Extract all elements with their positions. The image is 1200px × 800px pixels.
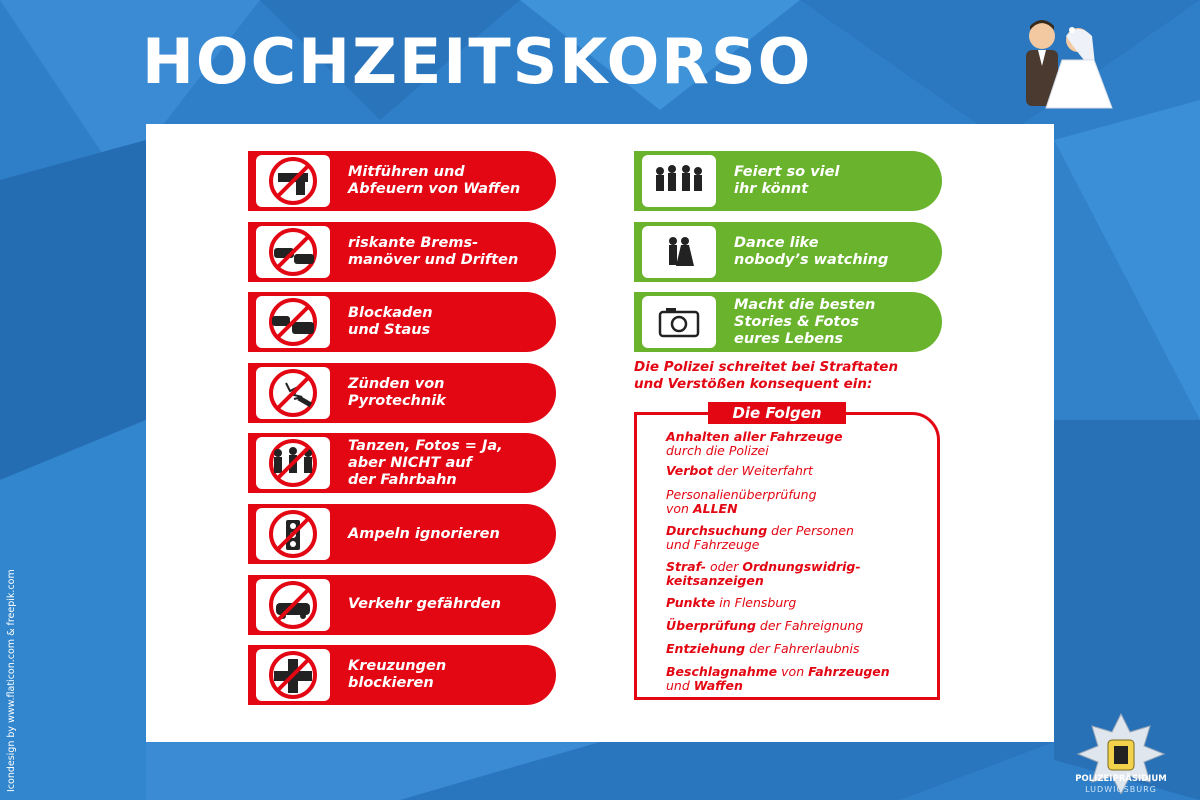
item-label-line: Abfeuern von Waffen	[348, 181, 521, 197]
consequence-bold-text: Anhalten aller Fahrzeuge	[666, 429, 843, 444]
item-label-line: riskante Brems-	[348, 234, 479, 251]
item-label-line: der Fahrbahn	[348, 471, 457, 488]
consequence-text: und	[666, 678, 694, 693]
consequence-item	[666, 488, 934, 516]
item-label-line: nobody’s watching	[734, 251, 889, 268]
item-label-line: Pyrotechnik	[348, 392, 446, 409]
consequence-bold-text: ALLEN	[692, 501, 738, 516]
item-label	[348, 222, 548, 282]
item-label	[348, 575, 548, 635]
consequence-text: Personalienüberprüfung	[666, 487, 817, 502]
no-blockade-icon	[256, 296, 330, 348]
consequence-text: der Weiterfahrt	[712, 463, 813, 478]
prohibition-item	[248, 363, 556, 423]
item-label	[348, 363, 548, 423]
consequence-bold-text: Überprüfung	[666, 618, 756, 633]
item-label-line: Mitführen und	[348, 164, 465, 180]
consequence-text: von	[777, 664, 809, 679]
consequence-bold-text: Verbot	[666, 463, 713, 478]
consequence-bold-text: keitsanzeigen	[666, 573, 764, 588]
item-label-line: Dance like	[734, 234, 819, 251]
prohibition-item	[248, 292, 556, 352]
consequence-bold-text: Entziehung	[666, 641, 746, 656]
item-label-line: ihr könnt	[734, 181, 809, 197]
consequence-item	[666, 464, 934, 478]
badge-line-1: POLIZEIPRÄSIDIUM	[1075, 774, 1167, 784]
consequence-item	[666, 619, 934, 633]
consequence-item	[666, 642, 934, 656]
consequence-bold-text: Waffen	[693, 678, 743, 693]
consequence-text: von	[666, 501, 693, 516]
consequence-text: durch die Polizei	[666, 443, 769, 458]
consequence-item	[666, 524, 934, 552]
item-label	[734, 151, 934, 211]
item-label-line: Feiert so viel	[734, 164, 840, 180]
notice-line: und Verstößen konsequent ein:	[634, 376, 873, 392]
consequences-title: Die Folgen	[708, 402, 846, 424]
item-label	[348, 433, 548, 493]
consequence-text: und Fahrzeuge	[666, 537, 760, 552]
wedding-couple-icon	[1008, 14, 1128, 110]
prohibition-item	[248, 151, 556, 211]
prohibition-item	[248, 645, 556, 705]
item-label-line: Zünden von	[348, 375, 445, 392]
prohibition-item	[248, 504, 556, 564]
consequence-item	[666, 596, 934, 610]
no-pyrotechnics-icon	[256, 367, 330, 419]
item-label	[348, 504, 548, 564]
consequence-bold-text: Punkte	[666, 595, 716, 610]
consequence-text: der Personen	[767, 523, 854, 538]
camera-icon	[642, 296, 716, 348]
encouragement-item	[634, 151, 942, 211]
prohibition-item	[248, 575, 556, 635]
consequence-text: der Fahrerlaubnis	[745, 641, 860, 656]
badge-line-2: LUDWIGSBURG	[1085, 785, 1157, 794]
no-traffic-light-ignoring-icon	[256, 508, 330, 560]
no-drifting-icon	[256, 226, 330, 278]
item-label-line: aber NICHT auf	[348, 454, 472, 471]
no-blocking-intersection-icon	[256, 649, 330, 701]
encouragement-item	[634, 222, 942, 282]
item-label	[348, 645, 548, 705]
consequence-text: in Flensburg	[715, 595, 797, 610]
consequence-item	[666, 560, 934, 588]
page-title: HOCHZEITSKORSO	[142, 25, 813, 98]
item-label-line: Ampeln ignorieren	[348, 525, 500, 542]
consequence-bold-text: Fahrzeugen	[808, 664, 890, 679]
item-label-line: Stories & Fotos	[734, 313, 859, 330]
consequence-item	[666, 430, 934, 458]
prohibition-item	[248, 433, 556, 493]
item-label-line: Verkehr gefährden	[348, 596, 501, 613]
consequence-item	[666, 665, 934, 693]
item-label-line: Macht die besten	[734, 296, 876, 313]
consequence-bold-text: Beschlagnahme	[666, 664, 778, 679]
consequence-bold-text: Straf-	[666, 559, 706, 574]
prohibition-item	[248, 222, 556, 282]
item-label-line: Kreuzungen	[348, 658, 447, 675]
item-label	[348, 292, 548, 352]
party-crowd-icon	[642, 155, 716, 207]
item-label	[348, 151, 548, 211]
item-label-line: blockieren	[348, 675, 434, 692]
no-weapons-icon	[256, 155, 330, 207]
consequence-text: der Fahreignung	[755, 618, 864, 633]
notice-line: Die Polizei schreitet bei Straftaten	[634, 359, 899, 375]
police-notice	[634, 359, 934, 393]
icon-credit: Icondesign by www.flaticon.com & freepik.com	[6, 569, 17, 792]
no-dancing-on-road-icon	[256, 437, 330, 489]
consequence-bold-text: Ordnungswidrig-	[742, 559, 861, 574]
encouragement-item	[634, 292, 942, 352]
item-label	[734, 222, 934, 282]
item-label-line: und Staus	[348, 322, 431, 339]
item-label-line: Blockaden	[348, 305, 433, 322]
no-endangering-traffic-icon	[256, 579, 330, 631]
consequence-bold-text: Durchsuchung	[666, 523, 768, 538]
item-label	[734, 292, 934, 352]
item-label-line: manöver und Driften	[348, 251, 519, 268]
consequence-text: oder	[705, 559, 743, 574]
item-label-line: Tanzen, Fotos = Ja,	[348, 437, 503, 454]
dancing-couple-icon	[642, 226, 716, 278]
item-label-line: eures Lebens	[734, 330, 844, 347]
